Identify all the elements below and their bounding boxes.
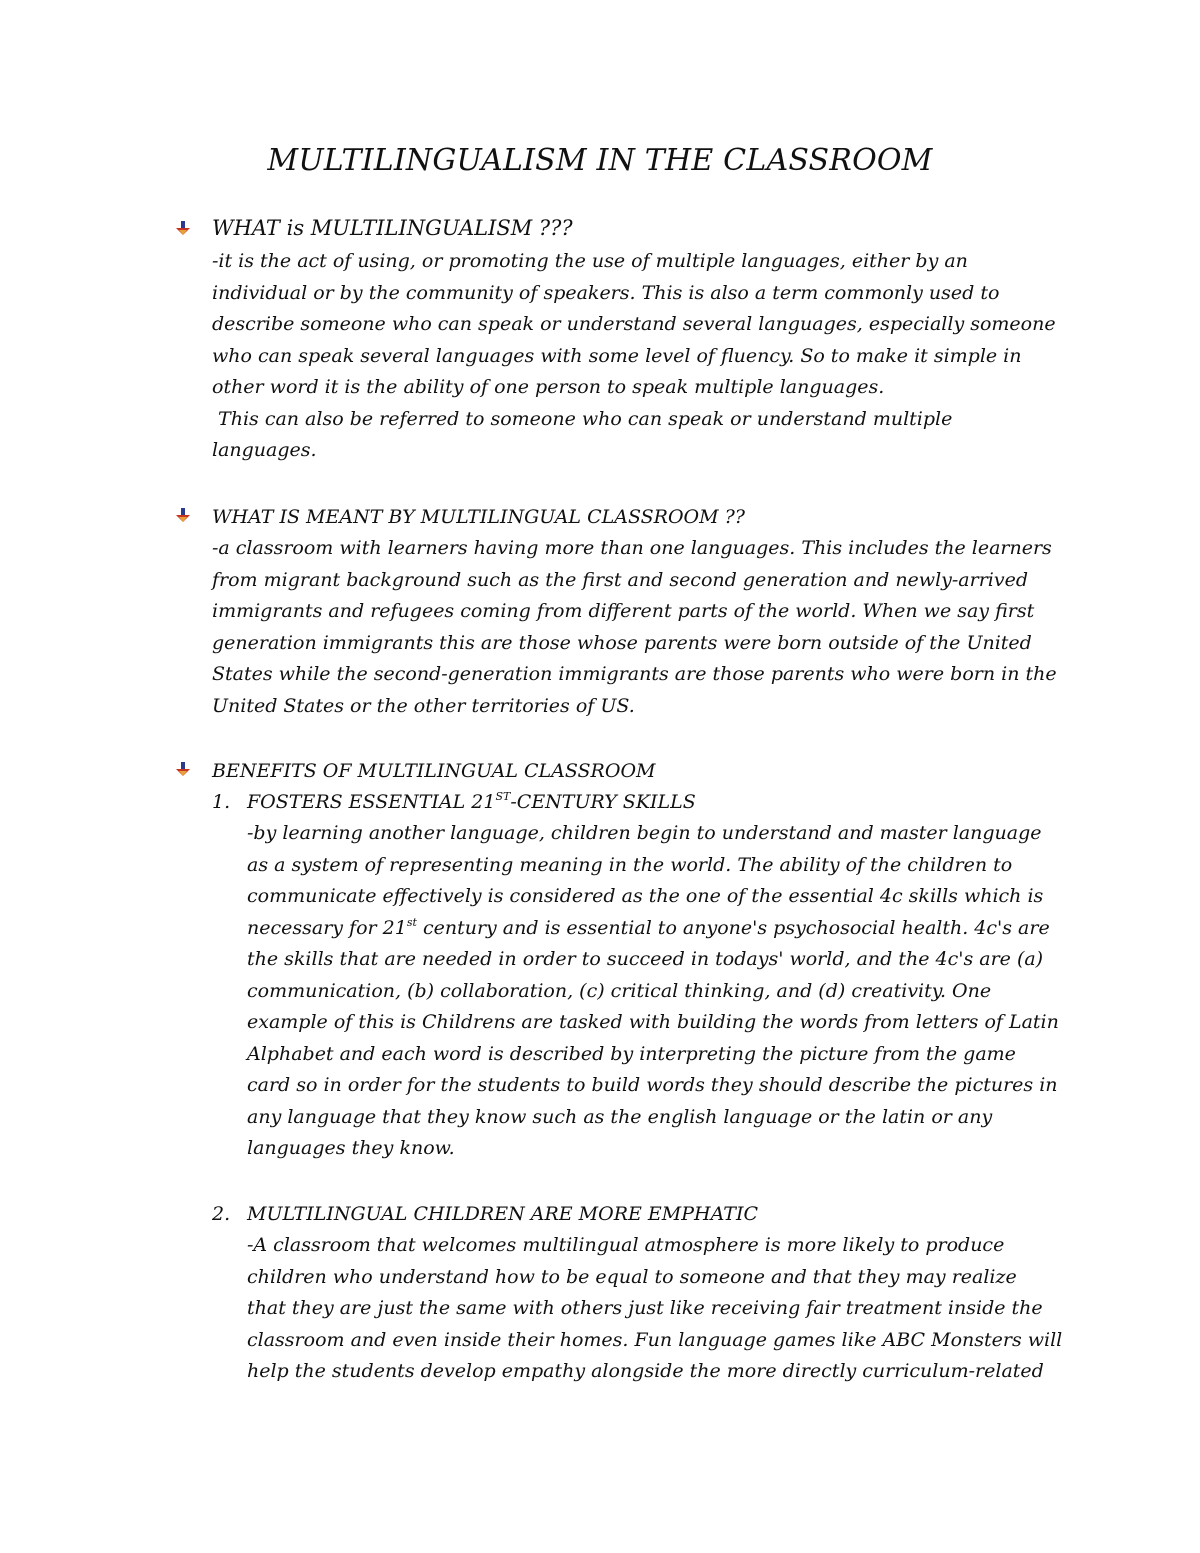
text-line: the skills that are needed in order to succeed in todays' world, and the 4c's are (a): [247, 948, 1044, 970]
section-paragraph: [212, 533, 1072, 722]
text-segment: century and is essential to anyone's psychosocial health. 4c's are: [416, 916, 1050, 939]
text-line: communicate effectively is considered as the one of the essential 4c skills which is: [247, 885, 1044, 907]
text-line: [247, 913, 1072, 945]
benefit-paragraph: [247, 818, 1072, 1165]
text-line: This can also be referred to someone who can speak or understand multiple: [212, 407, 953, 430]
arrow-down-bullet-icon: [176, 508, 190, 524]
heading-text: -CENTURY SKILLS: [510, 791, 696, 813]
section-heading: WHAT IS MEANT BY MULTILINGUAL CLASSROOM ??: [212, 506, 745, 528]
benefit-paragraph: [247, 1230, 1072, 1388]
text-line: help the students develop empathy alongside the more directly curriculum-related: [247, 1360, 1044, 1382]
text-line: individual or by the community of speakers. This is also a term commonly used to: [212, 281, 1000, 304]
text-line: -it is the act of using, or promoting the use of multiple languages, either by an: [212, 250, 968, 272]
text-line: -A classroom that welcomes multilingual atmosphere is more likely to produce: [247, 1234, 1005, 1256]
text-line: as a system of representing meaning in the world. The ability of the children to: [247, 853, 1013, 876]
section-heading: WHAT is MULTILINGUALISM ???: [212, 216, 573, 240]
superscript: ST: [495, 790, 511, 803]
document-title: MULTILINGUALISM IN THE CLASSROOM: [267, 143, 933, 178]
text-segment: necessary for 21: [247, 916, 407, 939]
text-line: -by learning another language, children begin to understand and master language: [247, 822, 1042, 844]
text-line: that they are just the same with others just like receiving fair treatment inside the: [247, 1297, 1043, 1319]
text-line: -a classroom with learners having more than one languages. This includes the learners: [212, 537, 1052, 559]
text-line: any language that they know such as the english language or the latin or any: [247, 1105, 993, 1128]
arrow-down-bullet-icon: [176, 762, 190, 778]
section-multilingual-classroom: [212, 501, 1072, 722]
section-benefits: [212, 755, 1072, 787]
section-paragraph: [212, 246, 1072, 467]
text-line: children who understand how to be equal to someone and that they may realize: [247, 1265, 1017, 1288]
text-line: languages.: [212, 439, 317, 461]
text-line: other word it is the ability of one person to speak multiple languages.: [212, 376, 885, 398]
benefit-heading: [247, 786, 1072, 818]
section-what-is-multilingualism: [212, 212, 1072, 467]
text-line: United States or the other territories of US.: [212, 694, 635, 717]
list-number: 2.: [212, 1203, 231, 1225]
text-line: Alphabet and each word is described by interpreting the picture from the game: [247, 1042, 1016, 1065]
superscript: st: [406, 915, 417, 929]
text-line: from migrant background such as the first and second generation and newly-arrived: [212, 568, 1029, 591]
benefit-item-1: [212, 786, 1072, 1165]
section-heading: BENEFITS OF MULTILINGUAL CLASSROOM: [212, 760, 656, 782]
text-line: generation immigrants this are those whose parents were born outside of the United: [212, 631, 1032, 654]
text-line: describe someone who can speak or understand several languages, especially someone: [212, 313, 1056, 335]
heading-text: FOSTERS ESSENTIAL 21: [247, 791, 496, 813]
text-line: communication, (b) collaboration, (c) critical thinking, and (d) creativity. One: [247, 979, 992, 1002]
benefit-item-2: [212, 1198, 1072, 1388]
benefit-heading: MULTILINGUAL CHILDREN ARE MORE EMPHATIC: [247, 1203, 759, 1225]
text-line: States while the second-generation immigrants are those parents who were born in the: [212, 663, 1057, 685]
text-line: immigrants and refugees coming from different parts of the world. When we say first: [212, 600, 1035, 622]
text-line: who can speak several languages with some level of fluency. So to make it simple in: [212, 344, 1022, 367]
text-line: languages they know.: [247, 1137, 455, 1159]
arrow-down-bullet-icon: [176, 221, 190, 237]
text-line: example of this is Childrens are tasked with building the words from letters of Latin: [247, 1011, 1059, 1033]
list-number: 1.: [212, 791, 231, 813]
text-line: classroom and even inside their homes. Fun language games like ABC Monsters will: [247, 1328, 1063, 1351]
text-line: card so in order for the students to build words they should describe the pictures in: [247, 1074, 1058, 1096]
